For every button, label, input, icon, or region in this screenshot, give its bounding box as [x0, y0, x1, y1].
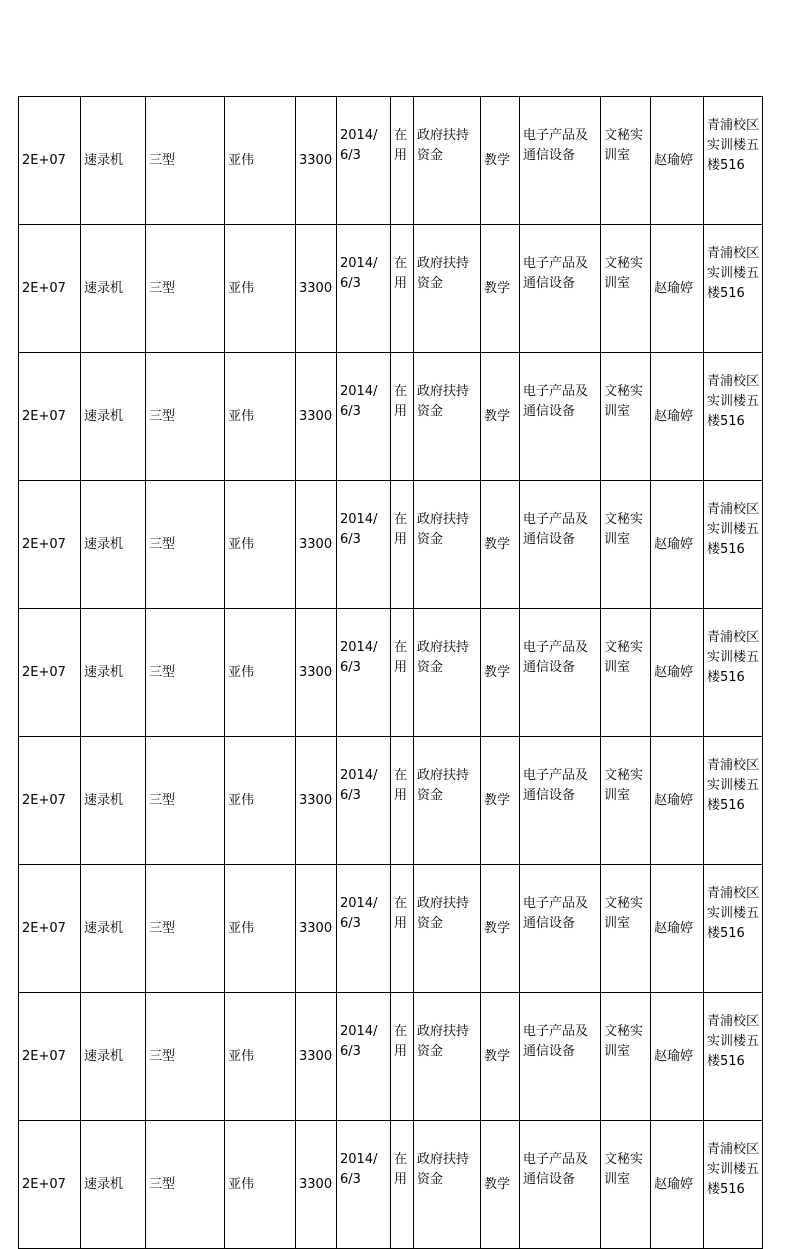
cell-price: 3300	[296, 609, 337, 737]
cell-category: 电子产品及通信设备	[520, 737, 601, 865]
cell-lab: 文秘实训室	[601, 1121, 651, 1249]
table-row	[19, 97, 763, 225]
cell-location: 青浦校区实训楼五楼516	[704, 993, 763, 1121]
cell-purchase-date: 2014/6/3	[337, 737, 391, 865]
cell-brand: 亚伟	[225, 97, 296, 225]
table-row	[19, 1121, 763, 1249]
cell-price: 3300	[296, 481, 337, 609]
cell-category: 电子产品及通信设备	[520, 97, 601, 225]
cell-model: 三型	[146, 225, 225, 353]
cell-brand: 亚伟	[225, 1121, 296, 1249]
cell-asset-name: 速录机	[81, 737, 146, 865]
cell-keeper: 赵瑜婷	[651, 97, 704, 225]
cell-brand: 亚伟	[225, 865, 296, 993]
cell-usage: 教学	[481, 97, 520, 225]
cell-model: 三型	[146, 97, 225, 225]
cell-purchase-date: 2014/6/3	[337, 225, 391, 353]
cell-usage: 教学	[481, 225, 520, 353]
table-body	[19, 97, 763, 1249]
cell-asset-id: 2E+07	[19, 737, 81, 865]
cell-status: 在用	[391, 97, 414, 225]
cell-funding-source: 政府扶持资金	[414, 609, 481, 737]
cell-location: 青浦校区实训楼五楼516	[704, 609, 763, 737]
cell-usage: 教学	[481, 993, 520, 1121]
cell-asset-name: 速录机	[81, 609, 146, 737]
cell-keeper: 赵瑜婷	[651, 737, 704, 865]
cell-brand: 亚伟	[225, 481, 296, 609]
cell-asset-id: 2E+07	[19, 609, 81, 737]
cell-purchase-date: 2014/6/3	[337, 97, 391, 225]
cell-category: 电子产品及通信设备	[520, 353, 601, 481]
cell-model: 三型	[146, 353, 225, 481]
cell-model: 三型	[146, 481, 225, 609]
cell-model: 三型	[146, 993, 225, 1121]
cell-brand: 亚伟	[225, 225, 296, 353]
cell-status: 在用	[391, 609, 414, 737]
cell-asset-name: 速录机	[81, 97, 146, 225]
cell-price: 3300	[296, 1121, 337, 1249]
cell-asset-id: 2E+07	[19, 1121, 81, 1249]
cell-keeper: 赵瑜婷	[651, 865, 704, 993]
cell-category: 电子产品及通信设备	[520, 481, 601, 609]
table-row	[19, 737, 763, 865]
cell-status: 在用	[391, 1121, 414, 1249]
cell-asset-id: 2E+07	[19, 97, 81, 225]
cell-brand: 亚伟	[225, 993, 296, 1121]
cell-purchase-date: 2014/6/3	[337, 865, 391, 993]
cell-keeper: 赵瑜婷	[651, 1121, 704, 1249]
cell-brand: 亚伟	[225, 609, 296, 737]
cell-category: 电子产品及通信设备	[520, 225, 601, 353]
cell-asset-name: 速录机	[81, 1121, 146, 1249]
cell-price: 3300	[296, 737, 337, 865]
cell-funding-source: 政府扶持资金	[414, 225, 481, 353]
cell-status: 在用	[391, 481, 414, 609]
cell-location: 青浦校区实训楼五楼516	[704, 865, 763, 993]
cell-asset-id: 2E+07	[19, 353, 81, 481]
cell-usage: 教学	[481, 865, 520, 993]
cell-usage: 教学	[481, 353, 520, 481]
cell-lab: 文秘实训室	[601, 737, 651, 865]
cell-funding-source: 政府扶持资金	[414, 481, 481, 609]
cell-lab: 文秘实训室	[601, 225, 651, 353]
cell-price: 3300	[296, 225, 337, 353]
cell-model: 三型	[146, 737, 225, 865]
cell-model: 三型	[146, 609, 225, 737]
table-row	[19, 609, 763, 737]
cell-asset-name: 速录机	[81, 225, 146, 353]
cell-location: 青浦校区实训楼五楼516	[704, 1121, 763, 1249]
cell-usage: 教学	[481, 609, 520, 737]
cell-keeper: 赵瑜婷	[651, 609, 704, 737]
cell-lab: 文秘实训室	[601, 481, 651, 609]
cell-category: 电子产品及通信设备	[520, 609, 601, 737]
cell-price: 3300	[296, 993, 337, 1121]
cell-usage: 教学	[481, 481, 520, 609]
cell-asset-id: 2E+07	[19, 225, 81, 353]
cell-category: 电子产品及通信设备	[520, 865, 601, 993]
cell-status: 在用	[391, 993, 414, 1121]
cell-price: 3300	[296, 97, 337, 225]
cell-asset-id: 2E+07	[19, 481, 81, 609]
cell-location: 青浦校区实训楼五楼516	[704, 353, 763, 481]
cell-keeper: 赵瑜婷	[651, 993, 704, 1121]
cell-model: 三型	[146, 1121, 225, 1249]
cell-funding-source: 政府扶持资金	[414, 1121, 481, 1249]
cell-usage: 教学	[481, 737, 520, 865]
cell-location: 青浦校区实训楼五楼516	[704, 737, 763, 865]
cell-asset-name: 速录机	[81, 353, 146, 481]
cell-status: 在用	[391, 737, 414, 865]
table-row	[19, 225, 763, 353]
cell-funding-source: 政府扶持资金	[414, 97, 481, 225]
cell-location: 青浦校区实训楼五楼516	[704, 225, 763, 353]
table-row	[19, 481, 763, 609]
table-row	[19, 865, 763, 993]
cell-price: 3300	[296, 865, 337, 993]
cell-lab: 文秘实训室	[601, 97, 651, 225]
cell-lab: 文秘实训室	[601, 609, 651, 737]
cell-funding-source: 政府扶持资金	[414, 353, 481, 481]
cell-status: 在用	[391, 353, 414, 481]
cell-location: 青浦校区实训楼五楼516	[704, 481, 763, 609]
cell-keeper: 赵瑜婷	[651, 481, 704, 609]
cell-asset-id: 2E+07	[19, 865, 81, 993]
cell-price: 3300	[296, 353, 337, 481]
cell-lab: 文秘实训室	[601, 353, 651, 481]
table-row	[19, 353, 763, 481]
cell-brand: 亚伟	[225, 737, 296, 865]
asset-table	[18, 96, 763, 1249]
cell-purchase-date: 2014/6/3	[337, 609, 391, 737]
cell-asset-name: 速录机	[81, 993, 146, 1121]
cell-asset-name: 速录机	[81, 481, 146, 609]
cell-asset-id: 2E+07	[19, 993, 81, 1121]
cell-model: 三型	[146, 865, 225, 993]
cell-keeper: 赵瑜婷	[651, 225, 704, 353]
cell-brand: 亚伟	[225, 353, 296, 481]
cell-usage: 教学	[481, 1121, 520, 1249]
cell-funding-source: 政府扶持资金	[414, 865, 481, 993]
cell-asset-name: 速录机	[81, 865, 146, 993]
cell-purchase-date: 2014/6/3	[337, 1121, 391, 1249]
cell-funding-source: 政府扶持资金	[414, 737, 481, 865]
cell-lab: 文秘实训室	[601, 993, 651, 1121]
cell-funding-source: 政府扶持资金	[414, 993, 481, 1121]
cell-lab: 文秘实训室	[601, 865, 651, 993]
cell-keeper: 赵瑜婷	[651, 353, 704, 481]
cell-status: 在用	[391, 225, 414, 353]
cell-purchase-date: 2014/6/3	[337, 481, 391, 609]
cell-purchase-date: 2014/6/3	[337, 353, 391, 481]
cell-location: 青浦校区实训楼五楼516	[704, 97, 763, 225]
cell-purchase-date: 2014/6/3	[337, 993, 391, 1121]
table-row	[19, 993, 763, 1121]
cell-status: 在用	[391, 865, 414, 993]
cell-category: 电子产品及通信设备	[520, 993, 601, 1121]
cell-category: 电子产品及通信设备	[520, 1121, 601, 1249]
